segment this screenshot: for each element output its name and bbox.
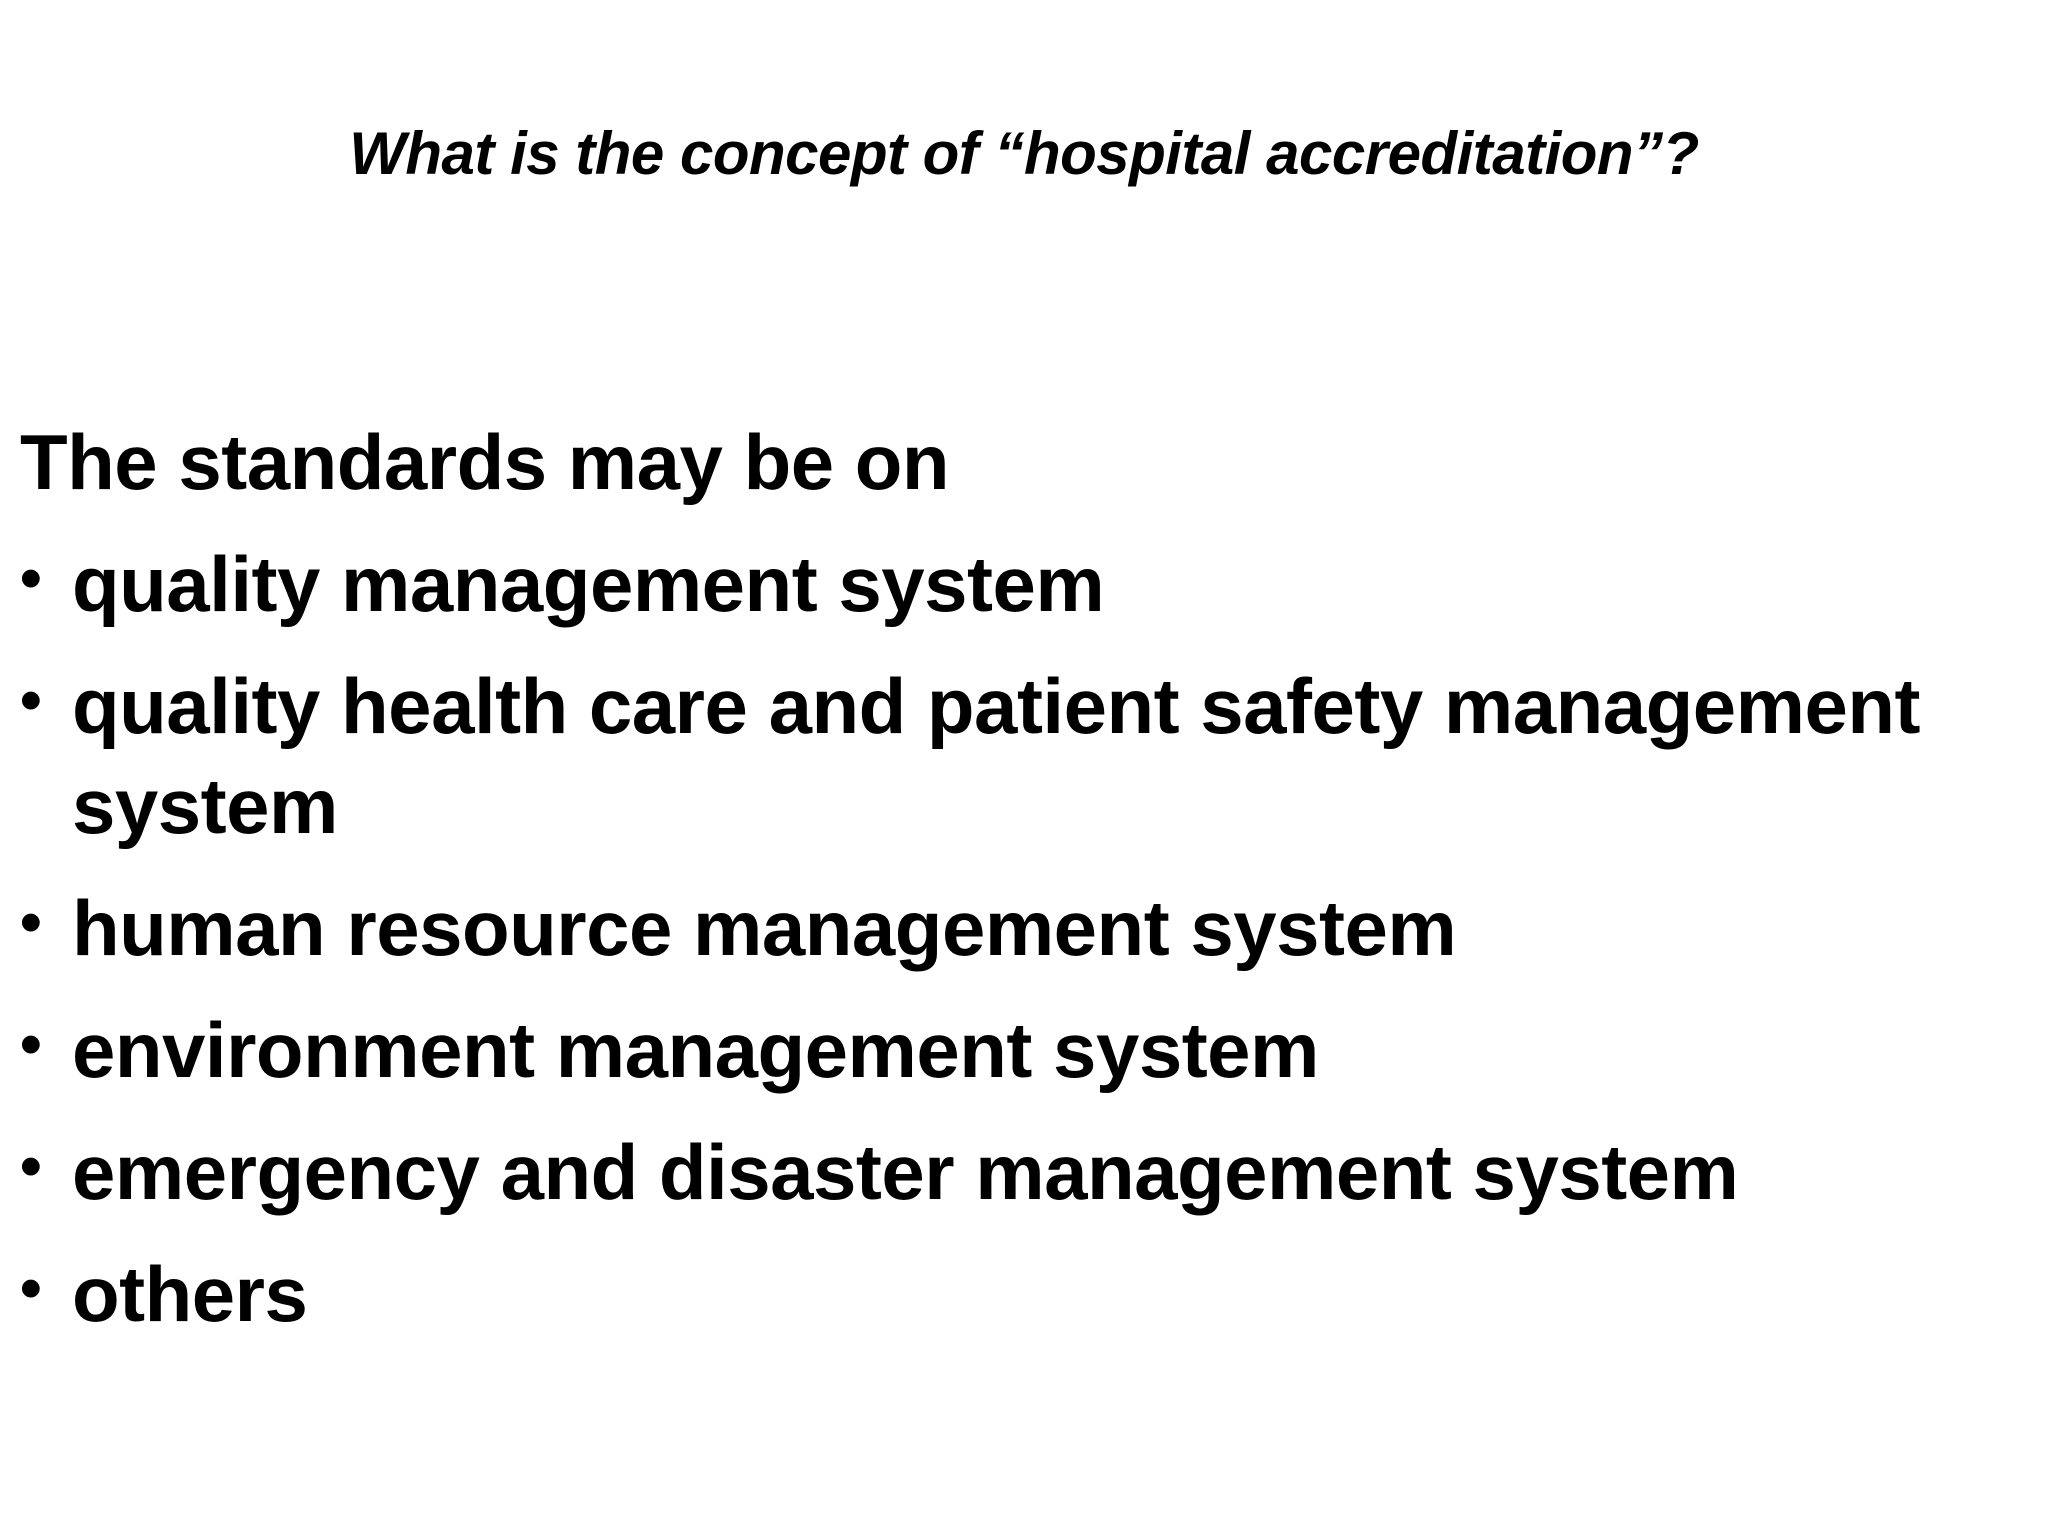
bullet-text: human resource management system <box>72 884 1457 972</box>
bullet-text: environment management system <box>72 1006 1319 1094</box>
bullet-item <box>20 534 2030 634</box>
bullet-icon: • <box>20 888 42 957</box>
bullet-item <box>20 1122 2030 1222</box>
bullet-text: others <box>72 1250 308 1338</box>
bullet-item <box>20 1244 2030 1344</box>
slide-content <box>20 412 2030 1366</box>
bullet-item <box>20 878 2030 978</box>
slide-title: What is the concept of “hospital accreditation”? <box>349 120 1699 187</box>
bullet-icon: • <box>20 666 42 735</box>
bullet-icon: • <box>20 1132 42 1201</box>
bullet-text: quality health care and patient safety management system <box>72 662 1921 850</box>
bullet-text: emergency and disaster management system <box>72 1128 1739 1216</box>
bullet-list <box>20 534 2030 1344</box>
bullet-icon: • <box>20 1010 42 1079</box>
bullet-text: quality management system <box>72 540 1105 628</box>
bullet-icon: • <box>20 544 42 613</box>
intro-text: The standards may be on <box>20 418 950 506</box>
bullet-item <box>20 656 2030 856</box>
bullet-icon: • <box>20 1254 42 1323</box>
bullet-item <box>20 1000 2030 1100</box>
